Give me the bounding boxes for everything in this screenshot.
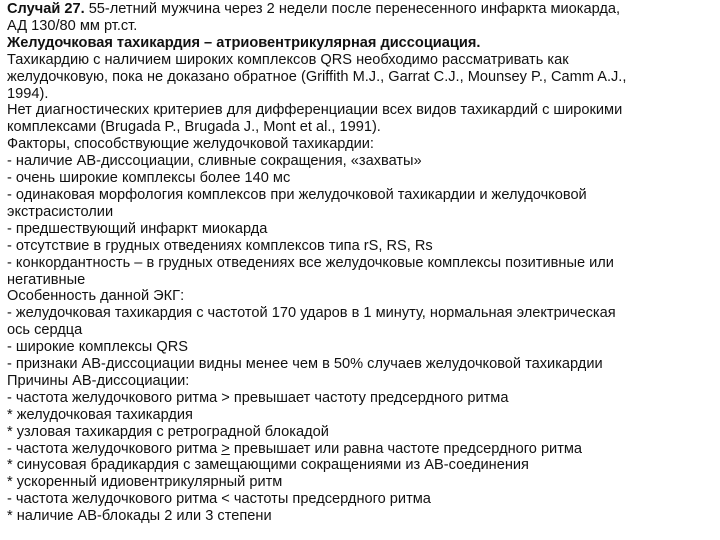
factors-item: - одинаковая морфология комплексов при желудочковой тахикардии и желудочковой — [7, 186, 587, 203]
greater-or-equal-symbol: > — [221, 440, 230, 457]
ecg-item: - широкие комплексы QRS — [7, 339, 188, 356]
factors-title: Факторы, способствующие желудочковой тахикардии: — [7, 136, 374, 153]
causes-item: * ускоренный идиовентрикулярный ритм — [7, 474, 283, 491]
factors-item: - очень широкие комплексы более 140 мс — [7, 170, 291, 187]
causes-item: - частота желудочкового ритма < частоты предсердного ритма — [7, 491, 431, 508]
case-intro-line — [7, 1, 715, 18]
factors-item: негативные — [7, 271, 86, 288]
causes-item-text: - частота желудочкового ритма — [7, 440, 222, 457]
ecg-item: - желудочковая тахикардия с частотой 170 ударов в 1 минуту, нормальная электрическая — [7, 305, 616, 322]
causes-item: * узловая тахикардия с ретроградной блокадой — [7, 423, 329, 440]
ecg-item: - признаки АВ-диссоциации видны менее чем в 50% случаев желудочковой тахикардии — [7, 356, 603, 373]
paragraph1-line: желудочковую, пока не доказано обратное (Griffith M.J., Garrat C.J., Mounsey P., Camm A.J., — [7, 68, 627, 85]
causes-item: * желудочковая тахикардия — [7, 406, 193, 423]
factors-item: - наличие АВ-диссоциации, сливные сокращения, «захваты» — [7, 153, 422, 170]
document-heading: Желудочковая тахикардия – атриовентрикулярная диссоциация. — [7, 34, 481, 51]
causes-item: * синусовая брадикардия с замещающими сокращениями из АВ-соединения — [7, 457, 529, 474]
ecg-title: Особенность данной ЭКГ: — [7, 288, 185, 305]
paragraph1-line: Тахикардию с наличием широких комплексов QRS необходимо рассматривать как — [7, 51, 569, 68]
causes-item: - частота желудочкового ритма > превышает частоту предсердного ритма — [7, 389, 509, 406]
case-blood-pressure: АД 130/80 мм рт.ст. — [7, 17, 138, 34]
causes-item — [7, 441, 715, 458]
case-label: Случай 27. — [7, 1, 85, 17]
factors-item: - конкордантность – в грудных отведениях все желудочковые комплексы позитивные или — [7, 254, 614, 271]
causes-title: Причины АВ-диссоциации: — [7, 372, 190, 389]
causes-item-text: превышает или равна частоте предсердного ритма — [229, 440, 583, 457]
paragraph1-line: 1994). — [7, 85, 49, 102]
document-page — [7, 1, 715, 525]
case-intro-text: 55-летний мужчина через 2 недели после перенесенного инфаркта миокарда, — [84, 1, 621, 17]
factors-item: - предшествующий инфаркт миокарда — [7, 220, 268, 237]
paragraph2-line: комплексами (Brugada P., Brugada J., Mont et al., 1991). — [7, 119, 381, 136]
factors-item: экстрасистолии — [7, 203, 114, 220]
factors-item: - отсутствие в грудных отведениях комплексов типа rS, RS, Rs — [7, 237, 433, 254]
causes-item: * наличие АВ-блокады 2 или 3 степени — [7, 508, 272, 525]
ecg-item: ось сердца — [7, 322, 83, 339]
paragraph2-line: Нет диагностических критериев для дифференциации всех видов тахикардий с широкими — [7, 102, 623, 119]
